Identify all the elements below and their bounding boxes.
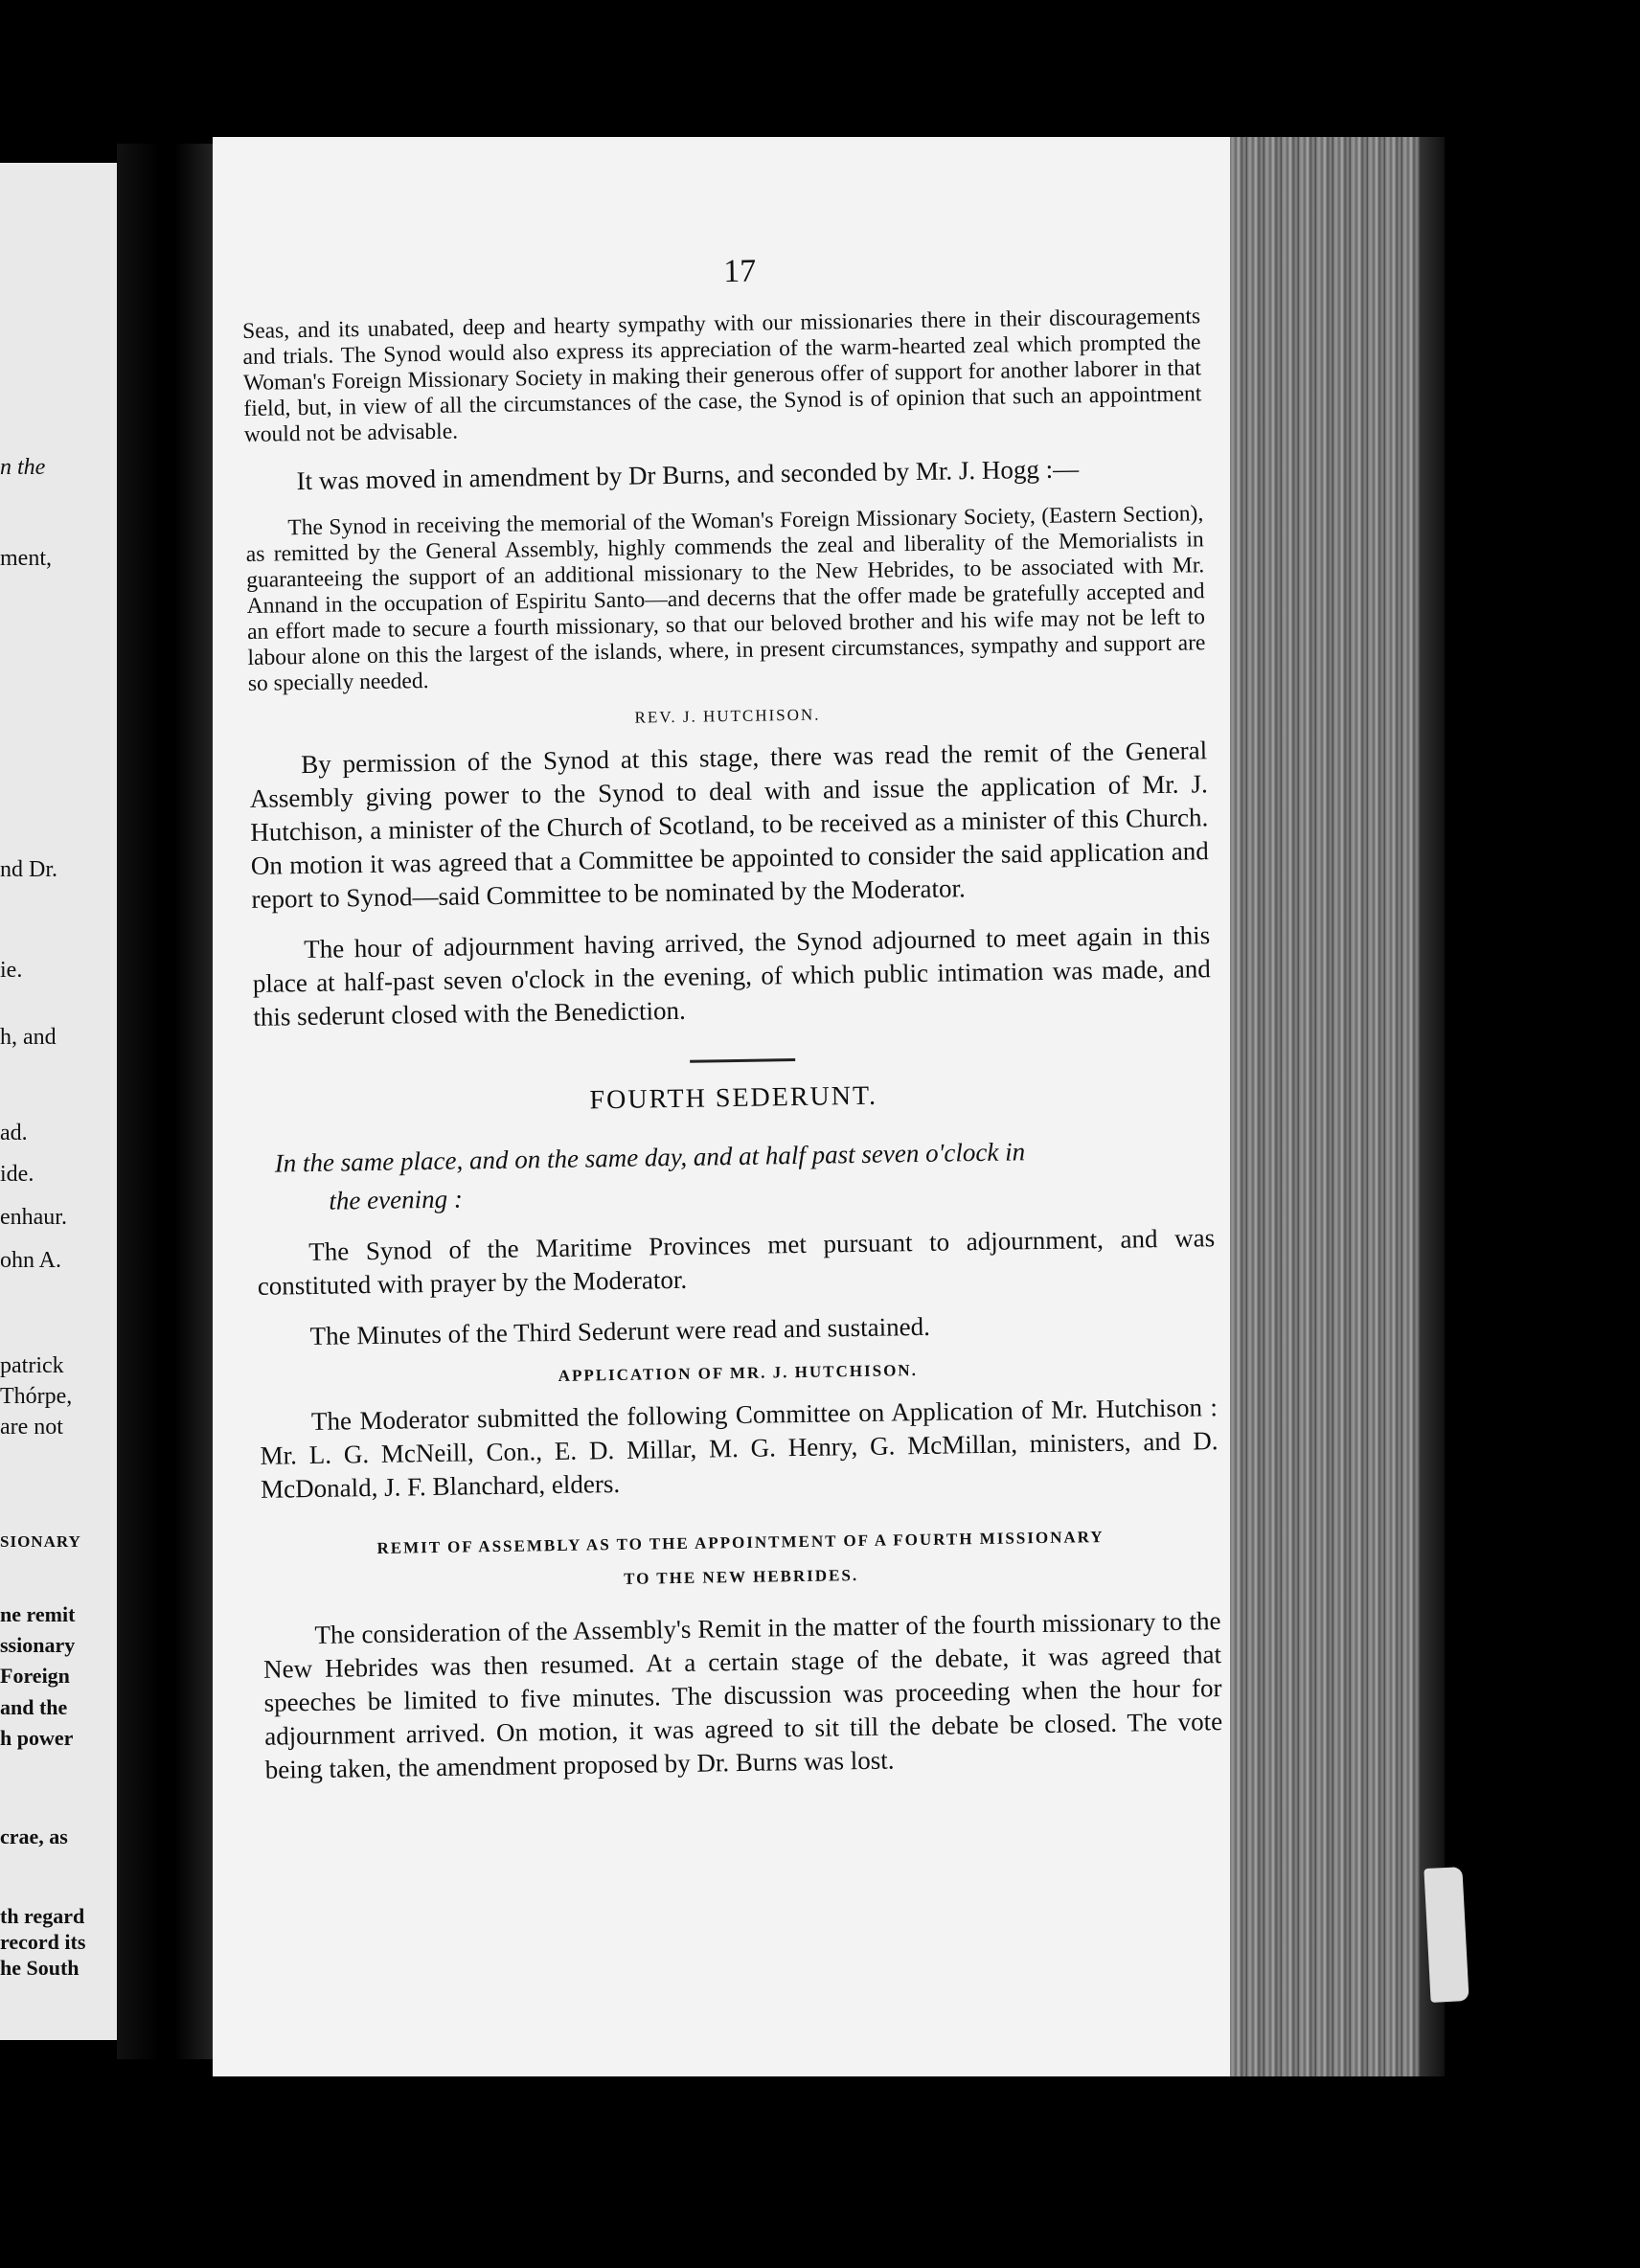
sederunt-intro (255, 1129, 1214, 1221)
book-gutter (117, 144, 213, 2059)
left-fragment: ssionary (0, 1633, 76, 1657)
left-fragment: ohn A. (0, 1248, 62, 1273)
page-tab (1424, 1867, 1469, 2003)
left-fragment: enhaur. (0, 1205, 67, 1230)
constituted-paragraph: The Synod of the Maritime Provinces met pursuant to adjournment, and was constituted with prayer by the Moderator. (257, 1223, 1216, 1301)
heading-application: APPLICATION OF MR. J. HUTCHISON. (558, 1361, 919, 1385)
amendment-intro: It was moved in amendment by Dr Burns, and seconded by Mr. J. Hogg :— (296, 454, 1080, 496)
minutes-paragraph: The Minutes of the Third Sederunt were read and sustained. (309, 1311, 931, 1351)
left-fragment: th regard (0, 1904, 85, 1928)
left-fragment: ie. (0, 958, 23, 983)
left-fragment: h power (0, 1726, 74, 1750)
book-fore-edge (1230, 137, 1445, 2076)
left-fragment: ide. (0, 1162, 34, 1187)
page-content (241, 246, 1223, 1804)
page-number: 17 (722, 253, 757, 290)
remit-paragraph: The consideration of the Assembly's Remit in the matter of the fourth missionary to the New Hebrides was then resumed. At a certain stage of the debate, it was agreed that speeches be limited to five minutes. The discussion was proceeding when the hour for adjournment arrived. On motion, it was agreed to sit till the debate be closed. The vote being taken, the amendment proposed by Dr. Burns was lost. (262, 1606, 1223, 1784)
left-fragment: n the (0, 455, 46, 480)
opening-paragraph: Seas, and its unabated, deep and hearty sympathy with our missionaries there in their discouragements and trials. The Synod would also express its appreciation of the warm-hearted zeal which prompted the Woman's Foreign Missionary Society in making their generous offer of support for another laborer in that field, but, in view of all the circumstances of the case, the Synod is of opinion that such an appointment would not be advisable. (241, 304, 1202, 447)
left-fragment: ad. (0, 1121, 28, 1145)
heading-remit-line1: REMIT OF ASSEMBLY AS TO THE APPOINTMENT OF A FOURTH MISSIONARY (376, 1528, 1105, 1557)
left-fragment: Foreign (0, 1664, 70, 1688)
previous-page-fragment (0, 163, 117, 2040)
left-fragment: nd Dr. (0, 857, 57, 882)
heading-remit (262, 1518, 1220, 1602)
left-fragment: and the (0, 1695, 68, 1719)
left-fragment: patrick (0, 1353, 64, 1378)
left-fragment: h, and (0, 1025, 57, 1050)
heading-remit-line2: TO THE NEW HEBRIDES. (623, 1566, 859, 1588)
left-fragment: ment, (0, 546, 52, 571)
left-fragment: record its (0, 1930, 86, 1954)
left-fragment: SIONARY (0, 1532, 81, 1551)
heading-rev-hutchison: REV. J. HUTCHISON. (634, 705, 821, 727)
left-fragment: crae, as (0, 1825, 68, 1848)
left-fragment: he South (0, 1956, 80, 1980)
sederunt-intro-line2: the evening : (329, 1184, 464, 1215)
hutchison-paragraph: By permission of the Synod at this stage, there was read the remit of the General Assembly giving power to the Synod to deal with and issue the application of Mr. J. Hutchison, a minister of the Church of Scotland, to be received as a minister of this Church. On motion it was agreed that a Committee be appointed to consider the said application and report to Synod—said Committee to be nominated by the Moderator. (249, 736, 1210, 914)
left-fragment: are not (0, 1415, 63, 1440)
sederunt-intro-line1: In the same place, and on the same day, and at half past seven o'clock in (274, 1137, 1026, 1178)
sederunt-title: FOURTH SEDERUNT. (589, 1080, 878, 1116)
committee-paragraph: The Moderator submitted the following Committee on Application of Mr. Hutchison : Mr. L. G. McNeill, Con., E. D. Millar, M. G. Henry, G. McMillan, ministers, and D. McDonald, J. F. Blanchard, elders. (260, 1393, 1219, 1504)
section-divider (690, 1058, 795, 1063)
left-fragment: Thórpe, (0, 1384, 73, 1409)
document-page (213, 137, 1230, 2076)
amendment-text: The Synod in receiving the memorial of the Woman's Foreign Missionary Society, (Eastern Section), as remitted by the General Assembly, highly commends the zeal and liberality of the Memorialists in guaranteeing the support of an additional missionary to the New Hebrides, to be associated with Mr. Annand in the occupation of Espiritu Santo—and decerns that the offer made be gratefully accepted and an effort made to secure a fourth missionary, so that our beloved brother and his wife may not be left to labour alone on this the largest of the islands, where, in present circumstances, sympathy and support are so specially needed. (245, 501, 1206, 696)
left-fragment: ne remit (0, 1602, 76, 1626)
adjournment-paragraph: The hour of adjournment having arrived, the Synod adjourned to meet again in this place at half-past seven o'clock in the evening, of which public intimation was made, and this sederunt closed with the Benediction. (252, 920, 1211, 1032)
